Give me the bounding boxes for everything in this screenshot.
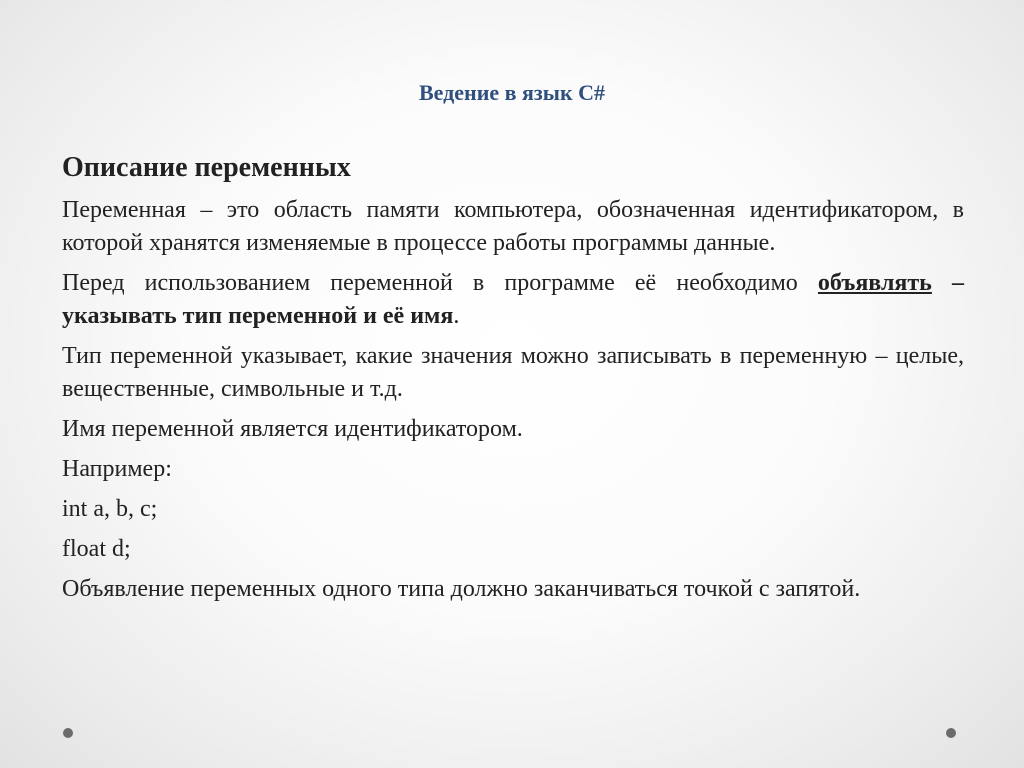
paragraph-definition: Переменная – это область памяти компьютера, обозначенная идентификатором, в которой хранятся изменяемые в процессе работы программы данные.: [62, 197, 964, 256]
slide-title: Ведение в язык С#: [418, 80, 606, 105]
section-heading: Описание переменных: [62, 152, 351, 183]
keyword-declare: объявлять: [817, 270, 932, 296]
slide-content: [62, 148, 964, 613]
decor-dot-left-icon: [63, 728, 73, 738]
paragraph-semicolon: Объявление переменных одного типа должно заканчиваться точкой с запятой.: [62, 576, 861, 602]
decor-dot-right-icon: [946, 728, 956, 738]
paragraph-declaration-end: .: [453, 303, 460, 329]
paragraph-example: Например:: [62, 456, 172, 482]
paragraph-name: Имя переменной является идентификатором.: [62, 416, 523, 442]
declaration-emphasis: – указывать тип переменной и её имя: [62, 270, 965, 329]
paragraph-declaration-start: Перед использованием переменной в программе её необходимо: [62, 270, 818, 296]
code-line-float: float d;: [62, 536, 131, 562]
paragraph-declaration: [62, 267, 964, 333]
paragraph-type: Тип переменной указывает, какие значения можно записывать в переменную – целые, вещественные, символьные и т.д.: [62, 343, 964, 402]
code-line-int: int a, b, c;: [62, 496, 158, 522]
